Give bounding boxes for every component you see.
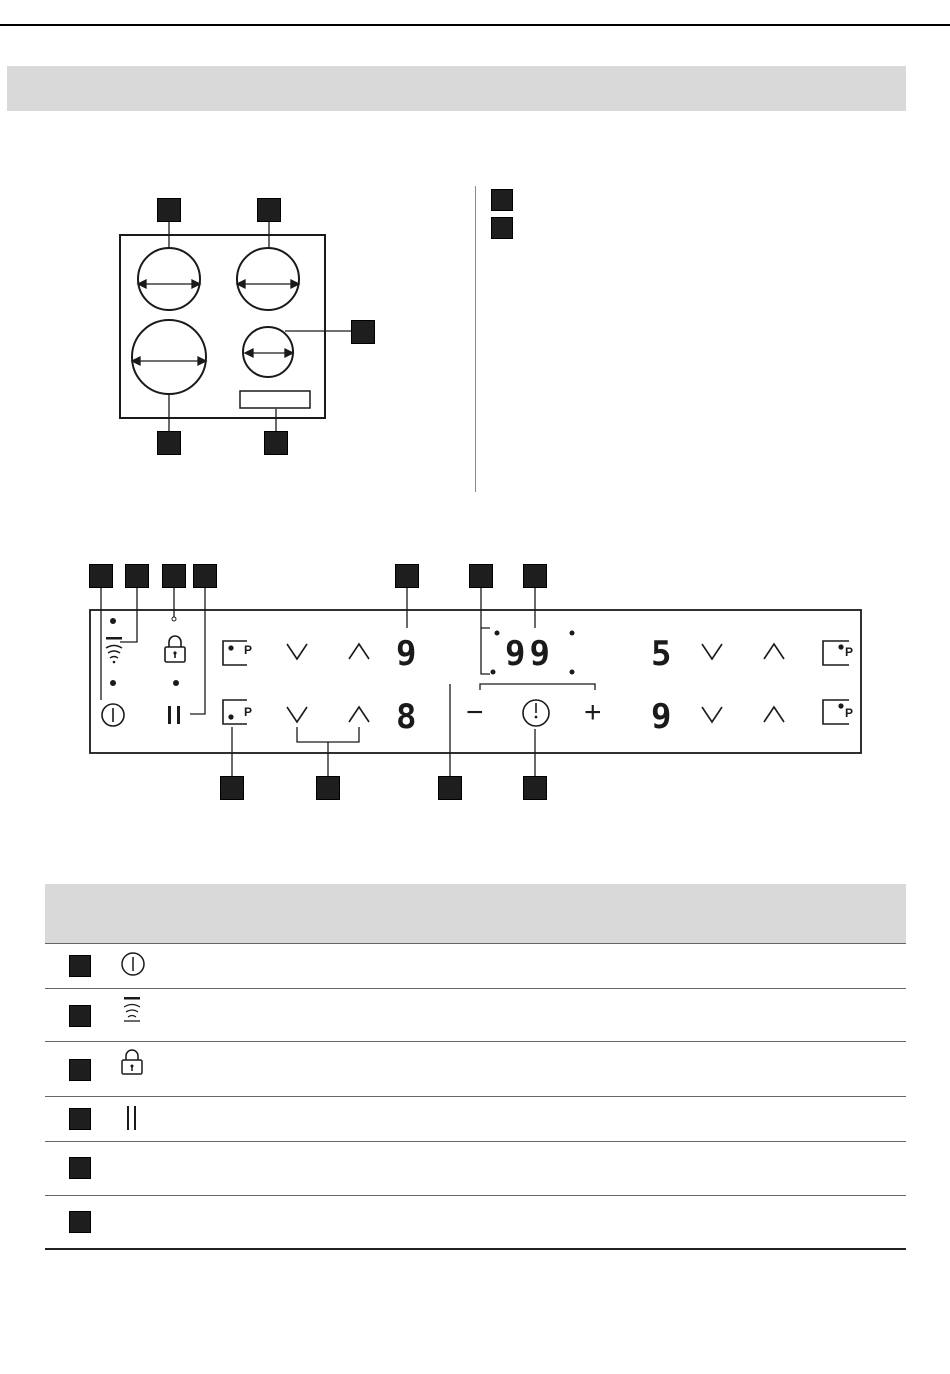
booster-label[interactable]: P <box>244 643 253 657</box>
booster-label[interactable]: P <box>845 706 854 720</box>
zone-power-display: 8 <box>396 697 417 737</box>
booster-label[interactable]: P <box>244 705 253 719</box>
zone-power-display: 5 <box>651 634 672 674</box>
timer-plus-button[interactable]: + <box>584 696 602 729</box>
zone-power-display: 9 <box>651 697 672 737</box>
timer-minus-button[interactable]: − <box>466 696 484 729</box>
zone-power-display: 9 <box>396 634 417 674</box>
booster-label[interactable]: P <box>845 645 854 659</box>
row-marker <box>69 1157 91 1179</box>
row-marker <box>69 1211 91 1233</box>
timer-display: 99 <box>505 634 554 674</box>
pause-icon <box>127 1106 136 1130</box>
